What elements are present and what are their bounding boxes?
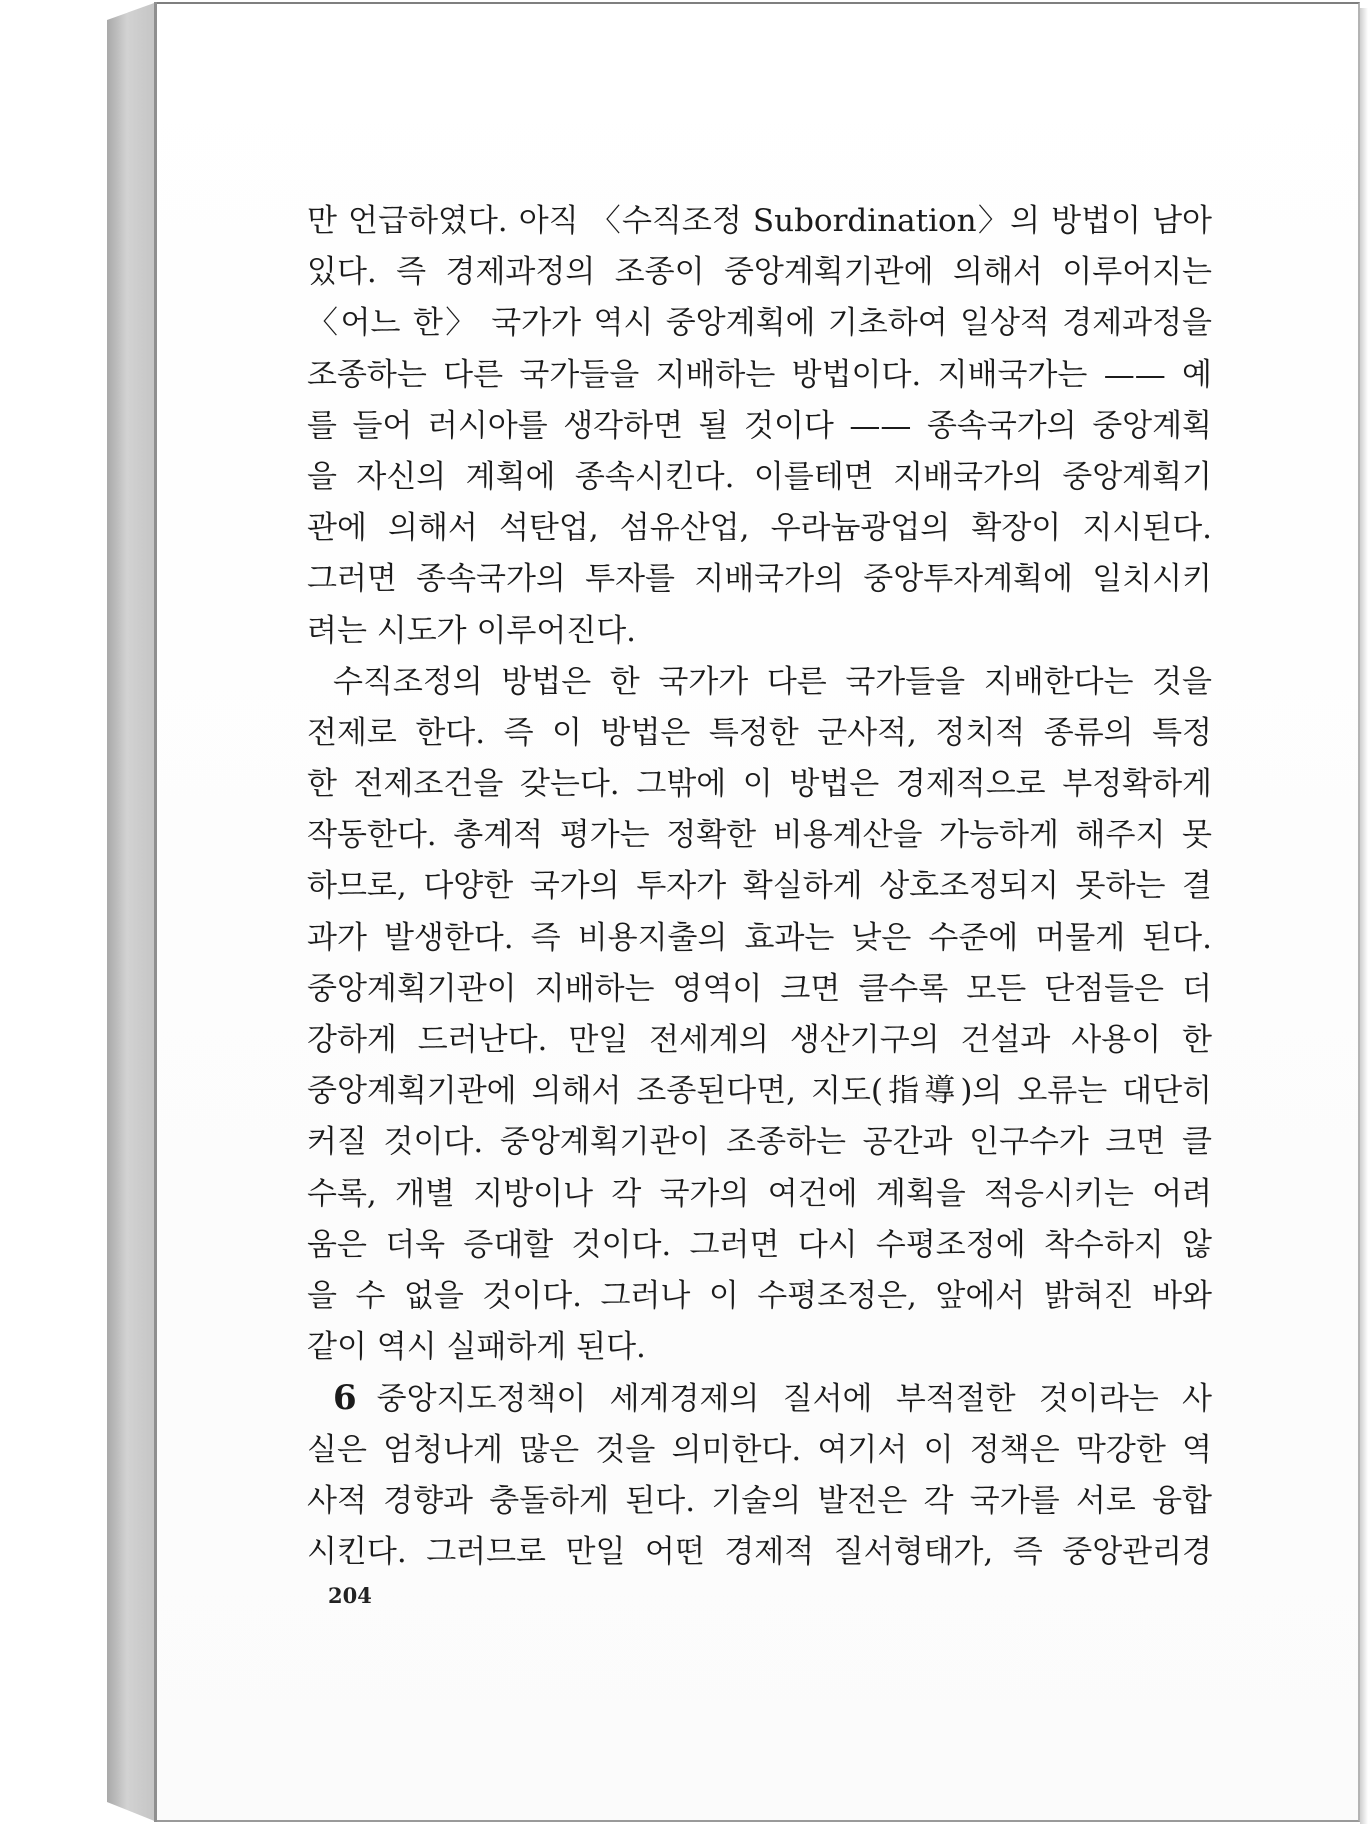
text-line: 한 전제조건을 갖는다. 그밖에 이 방법은 경제적으로 부정확하게 <box>307 766 1212 803</box>
text-line: 려는 시도가 이루어진다. <box>307 612 637 649</box>
text-line: 시킨다. 그러므로 만일 어떤 경제적 질서형태가, 즉 중앙관리경 <box>307 1533 1212 1570</box>
section-line <box>307 1373 1212 1424</box>
text-line: 〈어느 한〉 국가가 역시 중앙계획에 기초하여 일상적 경제과정을 <box>307 305 1212 342</box>
text-line: 움은 더욱 증대할 것이다. 그러면 다시 수평조정에 착수하지 않 <box>307 1226 1212 1263</box>
page-number: 204 <box>328 1583 372 1608</box>
text-line: 중앙지도정책이 세계경제의 질서에 부적절한 것이라는 사 <box>376 1381 1212 1418</box>
text-line: 관에 의해서 석탄업, 섬유산업, 우라늄광업의 확장이 지시된다. <box>307 510 1212 547</box>
text-line: 있다. 즉 경제과정의 조종이 중앙계획기관에 의해서 이루어지는 <box>307 254 1212 291</box>
text-line: 전제로 한다. 즉 이 방법은 특정한 군사적, 정치적 종류의 특정 <box>307 714 1212 751</box>
text-line: 강하게 드러난다. 만일 전세계의 생산기구의 건설과 사용이 한 <box>307 1022 1212 1058</box>
text-line: 만 언급하였다. 아직 〈수직조정 Subordination〉의 방법이 남아 <box>307 203 1212 239</box>
text-line: 중앙계획기관에 의해서 조종된다면, 지도(指導)의 오류는 대단히 <box>307 1073 1212 1110</box>
text-line: 과가 발생한다. 즉 비용지출의 효과는 낮은 수준에 머물게 된다. <box>307 919 1212 956</box>
page-shadow <box>1360 8 1368 1824</box>
book-spine <box>107 2 157 1822</box>
text-line: 같이 역시 실패하게 된다. <box>307 1329 646 1366</box>
section-number: 6 <box>333 1378 357 1419</box>
text-line: 를 들어 러시아를 생각하면 될 것이다 —— 종속국가의 중앙계획 <box>307 407 1212 444</box>
text-line: 그러면 종속국가의 투자를 지배국가의 중앙투자계획에 일치시키 <box>307 561 1212 598</box>
text-line: 을 자신의 계획에 종속시킨다. 이를테면 지배국가의 중앙계획기 <box>307 458 1212 495</box>
text-line: 실은 엄청나게 많은 것을 의미한다. 여기서 이 정책은 막강한 역 <box>307 1431 1212 1468</box>
text-line: 수직조정의 방법은 한 국가가 다른 국가들을 지배한다는 것을 <box>333 663 1212 700</box>
text-line: 하므로, 다양한 국가의 투자가 확실하게 상호조정되지 못하는 결 <box>307 868 1212 905</box>
text-line: 커질 것이다. 중앙계획기관이 조종하는 공간과 인구수가 크면 클 <box>307 1124 1212 1161</box>
body-text <box>307 196 1212 1578</box>
text-line: 조종하는 다른 국가들을 지배하는 방법이다. 지배국가는 —— 예 <box>307 356 1212 393</box>
text-line: 을 수 없을 것이다. 그러나 이 수평조정은, 앞에서 밝혀진 바와 <box>307 1277 1212 1314</box>
text-line: 작동한다. 총계적 평가는 정확한 비용계산을 가능하게 해주지 못 <box>307 817 1212 854</box>
text-line: 중앙계획기관이 지배하는 영역이 크면 클수록 모든 단점들은 더 <box>307 970 1212 1007</box>
text-line: 수록, 개별 지방이나 각 국가의 여건에 계획을 적응시키는 어려 <box>307 1175 1212 1212</box>
text-line: 사적 경향과 충돌하게 된다. 기술의 발전은 각 국가를 서로 융합 <box>307 1482 1212 1519</box>
